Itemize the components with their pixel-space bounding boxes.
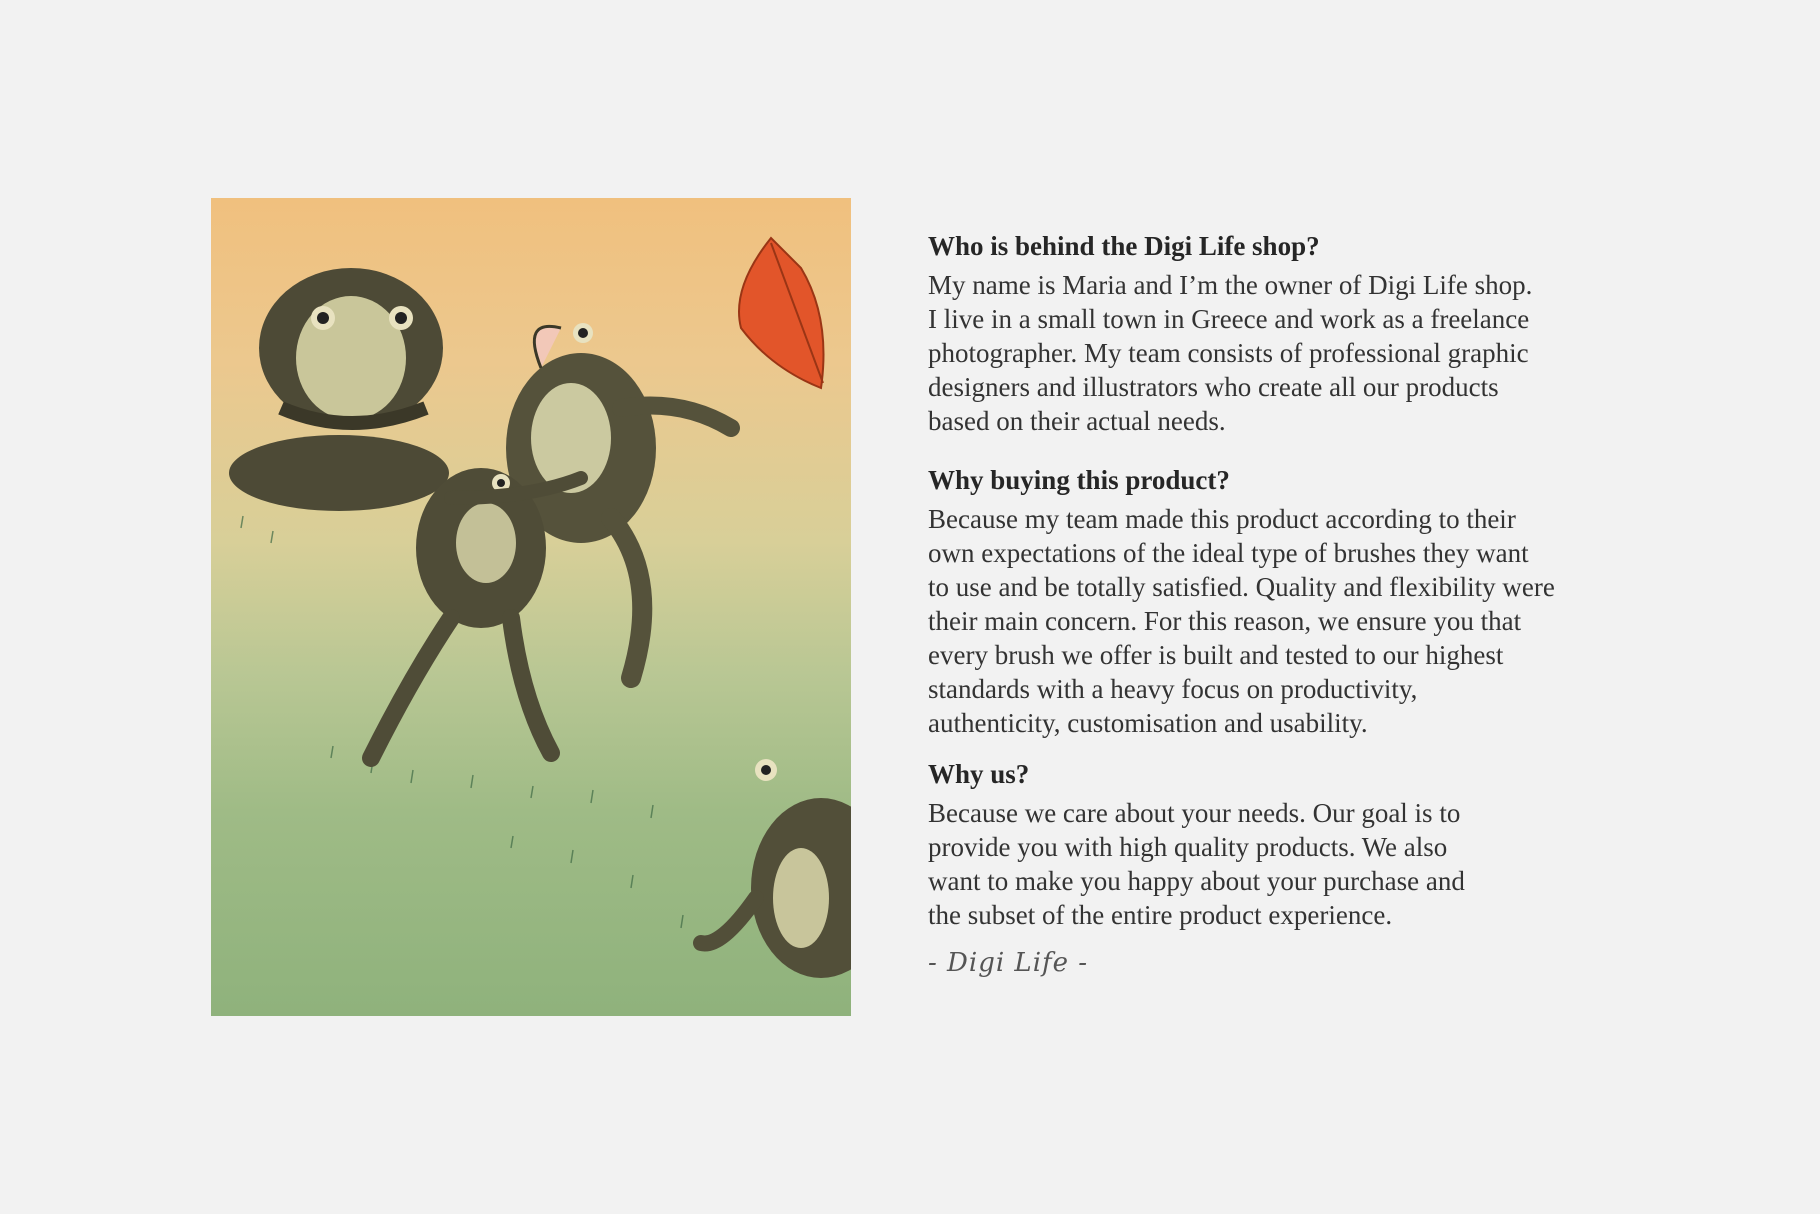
- text-line: based on their actual needs.: [928, 406, 1226, 436]
- signature: - Digi Life -: [928, 948, 1089, 978]
- text-line: the subset of the entire product experience.: [928, 900, 1393, 930]
- section-heading-why-us: Why us?: [928, 759, 1030, 789]
- section-body-why-us: [928, 796, 1628, 932]
- text-line: their main concern. For this reason, we ensure you that: [928, 606, 1522, 636]
- text-line: Because we care about your needs. Our goal is to: [928, 798, 1461, 828]
- section-heading-who: Who is behind the Digi Life shop?: [928, 231, 1320, 261]
- text-line: Because my team made this product according to their: [928, 504, 1516, 534]
- text-line: My name is Maria and I’m the owner of Digi Life shop.: [928, 270, 1533, 300]
- section-body-who: [928, 268, 1628, 438]
- frogs-illustration-icon: [211, 198, 851, 1016]
- text-line: standards with a heavy focus on productivity,: [928, 674, 1418, 704]
- text-line: photographer. My team consists of professional graphic: [928, 338, 1529, 368]
- text-line: authenticity, customisation and usability.: [928, 708, 1368, 738]
- text-line: to use and be totally satisfied. Quality and flexibility were: [928, 572, 1555, 602]
- text-line: provide you with high quality products. We also: [928, 832, 1448, 862]
- about-text-column: [928, 228, 1628, 978]
- text-line: designers and illustrators who create all our products: [928, 372, 1499, 402]
- section-heading-why-buy: Why buying this product?: [928, 465, 1230, 495]
- section-body-why-buy: [928, 502, 1628, 740]
- text-line: every brush we offer is built and tested to our highest: [928, 640, 1504, 670]
- text-line: want to make you happy about your purchase and: [928, 866, 1465, 896]
- text-line: I live in a small town in Greece and work as a freelance: [928, 304, 1530, 334]
- text-line: own expectations of the ideal type of brushes they want: [928, 538, 1529, 568]
- frogs-artwork-image: [211, 198, 851, 1016]
